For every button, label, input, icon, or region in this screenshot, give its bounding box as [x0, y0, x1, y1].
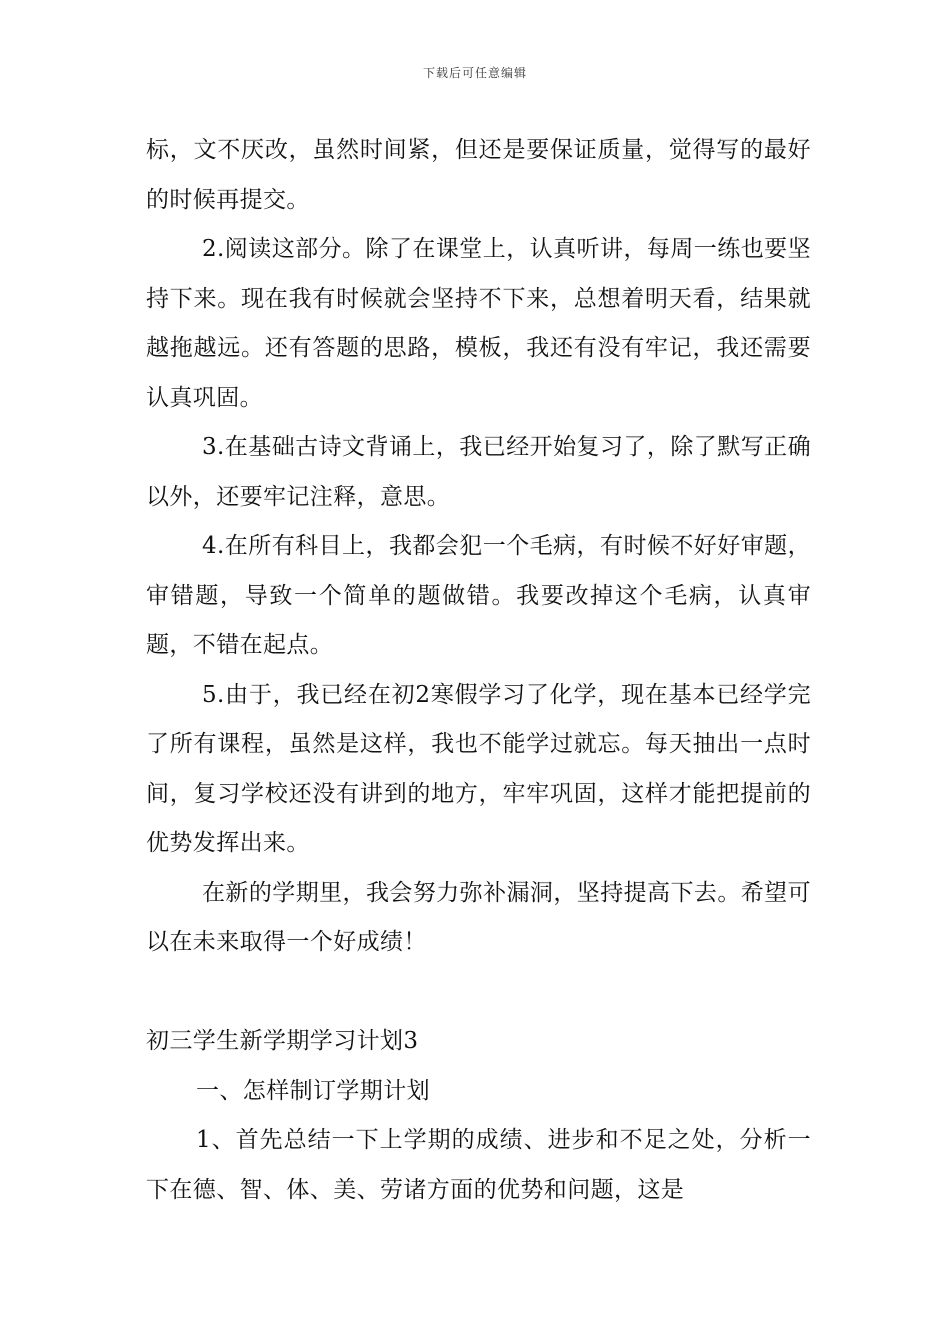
paragraph-item-5: 5.由于，我已经在初2寒假学习了化学，现在基本已经学完了所有课程，虽然是这样，我也不能学过就忘。每天抽出一点时间，复习学校还没有讲到的地方，牢牢巩固，这样才能把提前的优势发挥出来。: [146, 681, 811, 856]
section-title: 初三学生新学期学习计划3: [146, 1028, 419, 1054]
section-paragraph-1: 1、首先总结一下上学期的成绩、进步和不足之处，分析一下在德、智、体、美、劳诸方面的优势和问题，这是: [146, 1127, 811, 1203]
paragraph-continuation: 标，文不厌改，虽然时间紧，但还是要保证质量，觉得写的最好的时候再提交。: [146, 137, 811, 213]
paragraph-closing: 在新的学期里，我会努力弥补漏洞，坚持提高下去。希望可以在未来取得一个好成绩！: [146, 879, 811, 955]
section-subheading: 一、怎样制订学期计划: [196, 1077, 430, 1104]
paragraph-item-3: 3.在基础古诗文背诵上，我已经开始复习了，除了默写正确以外，还要牢记注释，意思。: [146, 434, 811, 510]
paragraph-item-4: 4.在所有科目上，我都会犯一个毛病，有时候不好好审题，审错题，导致一个简单的题做错。我要改掉这个毛病，认真审题，不错在起点。: [146, 533, 811, 658]
page-header-note: 下载后可任意编辑: [422, 66, 527, 80]
paragraph-item-2: 2.阅读这部分。除了在课堂上，认真听讲，每周一练也要坚持下来。现在我有时候就会坚持不下来，总想着明天看，结果就越拖越远。还有答题的思路，模板，我还有没有牢记，我还需要认真巩固。: [146, 236, 811, 411]
document-body: [146, 126, 811, 1215]
